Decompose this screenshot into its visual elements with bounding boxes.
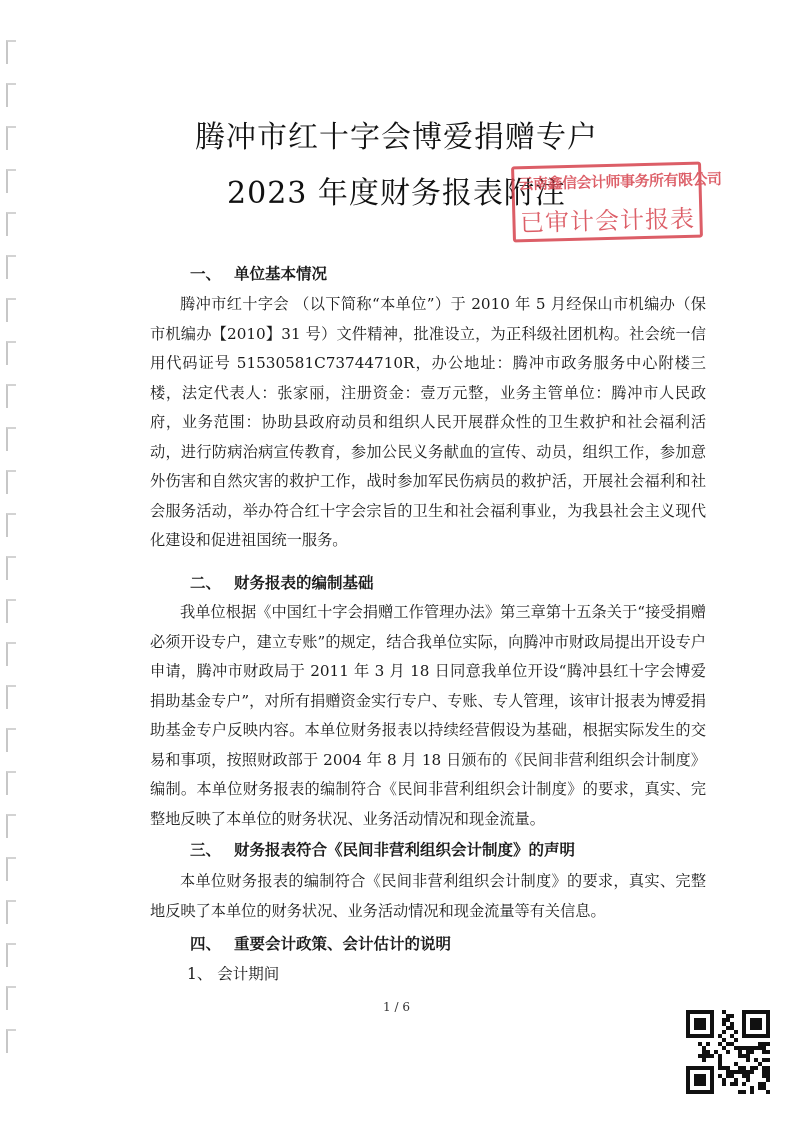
binding-mark — [6, 814, 16, 838]
binding-mark — [6, 642, 16, 666]
binding-mark — [6, 212, 16, 236]
section-2-heading — [190, 571, 374, 593]
section-4-number: 四、 — [190, 934, 222, 953]
binding-mark — [6, 427, 16, 451]
binding-mark — [6, 513, 16, 537]
section-2-number: 二、 — [190, 573, 222, 592]
binding-mark — [6, 83, 16, 107]
stamp-audited-label: 已审计会计报表 — [519, 204, 696, 238]
section-3-heading — [190, 838, 575, 860]
page-number: 1 / 6 — [383, 1000, 410, 1014]
document-title-line1: 腾冲市红十字会博爱捐赠专户 — [195, 120, 598, 155]
subheading-accounting-period: 1、 会计期间 — [187, 965, 280, 983]
binding-mark — [6, 900, 16, 924]
section-1-paragraph: 腾冲市红十字会 （以下简称“本单位”）于 2010 年 5 月经保山市机编办（保市机编办【2010】31 号）文件精神，批准设立，为正科级社团机构。社会统一信用代码证号 51530581C73744710R，办公地址：腾冲市政务服务中心附楼三楼，法定代表人：张家丽，注册资金：壹万元整，业务主管单位：腾冲市人民政府，业务范围：协助县政府动员和组织人民开展群众性的卫生救护和社会福利活动，进行防病治病宣传教育，参加公民义务献血的宣传、动员，组织工作，参加意外伤害和自然灾害的救护工作，战时参加军民伤病员的救护活，开展社会福利和社会服务活动，举办符合红十字会宗旨的卫生和社会福利事业，为我县社会主义现代化建设和促进祖国统一服务。 — [150, 295, 706, 549]
qr-code-icon — [686, 1010, 770, 1094]
section-2-title: 财务报表的编制基础 — [234, 573, 374, 592]
section-1-body — [150, 290, 706, 556]
binding-mark — [6, 1029, 16, 1053]
binding-mark — [6, 771, 16, 795]
section-3-number: 三、 — [190, 840, 222, 859]
binding-mark — [6, 40, 16, 64]
section-4-heading — [190, 932, 451, 954]
binding-mark — [6, 599, 16, 623]
binding-mark — [6, 685, 16, 709]
binding-mark — [6, 728, 16, 752]
section-1-number: 一、 — [190, 264, 222, 283]
binding-mark — [6, 255, 16, 279]
section-3-paragraph: 本单位财务报表的编制符合《民间非营利组织会计制度》的要求，真实、完整地反映了本单位的财务状况、业务活动情况和现金流量等有关信息。 — [150, 872, 706, 920]
binding-mark — [6, 857, 16, 881]
section-4-title: 重要会计政策、会计估计的说明 — [234, 934, 452, 953]
binding-mark — [6, 470, 16, 494]
binding-mark — [6, 556, 16, 580]
binding-mark — [6, 384, 16, 408]
section-3-body — [150, 867, 706, 926]
stamp-firm-name: 云南鑫信会计师事务所有限公司 — [518, 169, 722, 194]
section-2-body — [150, 598, 706, 834]
binding-mark — [6, 298, 16, 322]
audit-stamp — [511, 162, 722, 243]
section-1-heading — [190, 262, 327, 284]
binding-mark — [6, 341, 16, 365]
section-1-title: 单位基本情况 — [234, 264, 328, 283]
document-title-line2: 2023 年度财务报表附注 — [227, 176, 566, 211]
section-3-title: 财务报表符合《民间非营利组织会计制度》的声明 — [234, 840, 576, 859]
section-2-paragraph: 我单位根据《中国红十字会捐赠工作管理办法》第三章第十五条关于“接受捐赠必须开设专户，建立专账”的规定，结合我单位实际，向腾冲市财政局提出开设专户申请，腾冲市财政局于 2011 年 3 月 18 日同意我单位开设“腾冲县红十字会博爱捐助基金专户”，对所有捐赠资金实行专户、专账、专人管理，该审计报表为博爱捐助基金专户反映内容。本单位财务报表以持续经营假设为基础，根据实际发生的交易和事项，按照财政部于 2004 年 8 月 18 日颁布的《民间非营利组织会计制度》编制。本单位财务报表的编制符合《民间非营利组织会计制度》的要求，真实、完整地反映了本单位的财务状况、业务活动情况和现金流量。 — [150, 603, 706, 828]
binding-mark — [6, 943, 16, 967]
